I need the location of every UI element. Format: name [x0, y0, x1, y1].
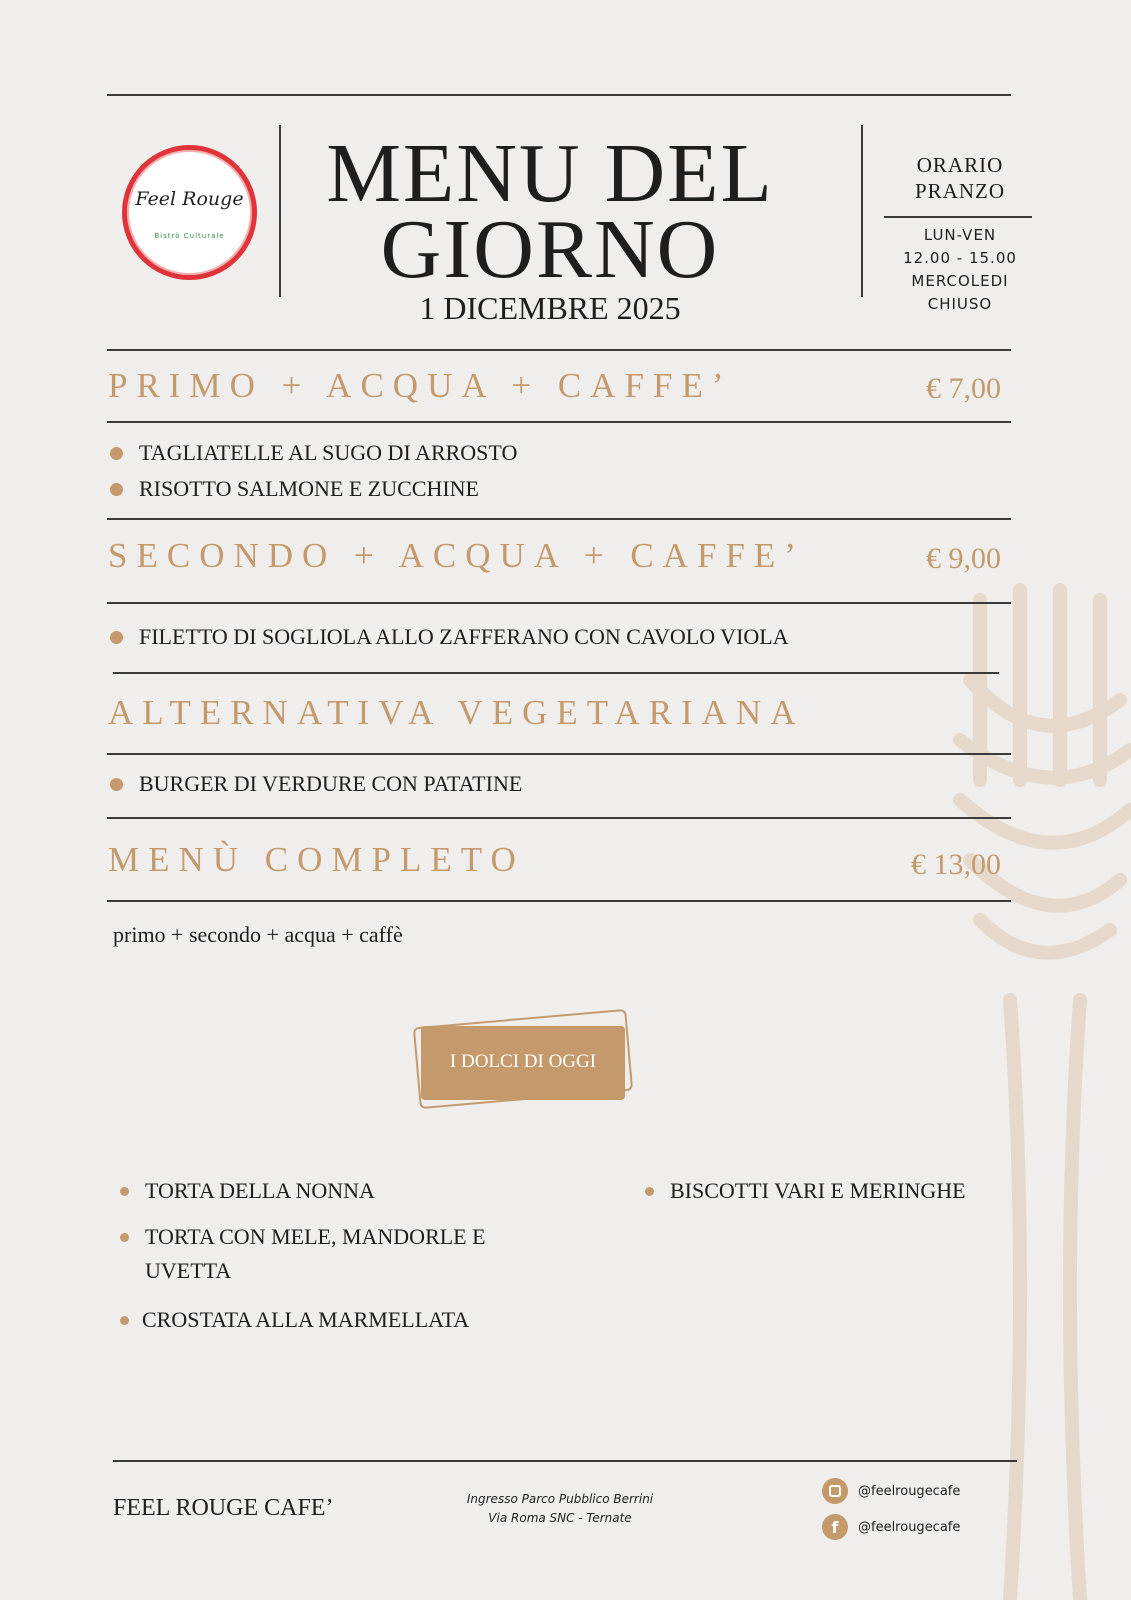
bullet-icon [120, 1233, 129, 1242]
hours-closed: CHIUSO [927, 295, 993, 313]
fork-watermark [880, 580, 1131, 1600]
price-primo: € 7,00 [926, 372, 1001, 405]
bullet-icon [120, 1316, 129, 1325]
hours-days: LUN-VEN [923, 226, 997, 244]
facebook-icon: f [822, 1514, 848, 1540]
menu-date: 1 DICEMBRE 2025 [419, 290, 681, 326]
section-title-secondo: SECONDO + ACQUA + CAFFE’ [108, 536, 805, 575]
item-text: BISCOTTI VARI E MERINGHE [670, 1178, 966, 1203]
footer-address [440, 1490, 680, 1528]
dessert-item [645, 1178, 966, 1204]
item-text: TORTA DELLA NONNA [145, 1178, 375, 1203]
section-title-completo: MENÙ COMPLETO [108, 840, 525, 879]
list-item [110, 624, 789, 650]
instagram-link[interactable] [822, 1478, 960, 1504]
price-secondo: € 9,00 [926, 542, 1001, 575]
item-text: TORTA CON MELE, MANDORLE E UVETTA [145, 1224, 486, 1283]
item-text: BURGER DI VERDURE CON PATATINE [139, 771, 523, 796]
instagram-handle: @feelrougecafe [858, 1483, 961, 1499]
list-item [110, 440, 517, 466]
logo-tagline: Bistrò Culturale [154, 232, 225, 240]
hours-details [885, 224, 1035, 316]
page-title [280, 127, 820, 296]
section-title-vegetariana: ALTERNATIVA VEGETARIANA [108, 693, 805, 732]
completo-note: primo + secondo + acqua + caffè [113, 922, 403, 947]
address-line-1: Ingresso Parco Pubblico Berrini [466, 1492, 654, 1506]
logo [122, 145, 257, 280]
badge-label: I DOLCI DI OGGI [449, 1051, 597, 1072]
bullet-icon [110, 778, 123, 791]
footer-name: FEEL ROUGE CAFE’ [113, 1495, 334, 1521]
bullet-icon [120, 1187, 129, 1196]
item-text: RISOTTO SALMONE E ZUCCHINE [139, 476, 479, 501]
logo-script: Feel Rouge [135, 188, 244, 210]
item-text: TAGLIATELLE AL SUGO DI ARROSTO [139, 440, 518, 465]
list-item [110, 476, 479, 502]
list-item [110, 771, 522, 797]
section-title-primo: PRIMO + ACQUA + CAFFE’ [108, 366, 733, 405]
dessert-item [120, 1307, 469, 1333]
dessert-item [120, 1178, 375, 1204]
hours-heading [885, 152, 1035, 204]
title-line-2: GIORNO [380, 203, 720, 296]
instagram-icon [822, 1478, 848, 1504]
title-line-1: MENU DEL [326, 127, 774, 220]
hours-heading-2: PRANZO [914, 179, 1005, 203]
bullet-icon [645, 1187, 654, 1196]
facebook-handle: @feelrougecafe [858, 1519, 961, 1535]
dessert-item [120, 1220, 560, 1288]
price-completo: € 13,00 [911, 848, 1001, 881]
item-text: CROSTATA ALLA MARMELLATA [142, 1307, 470, 1332]
bullet-icon [110, 447, 123, 460]
item-text: FILETTO DI SOGLIOLA ALLO ZAFFERANO CON CAVOLO VIOLA [139, 624, 789, 649]
hours-closed-day: MERCOLEDI [911, 272, 1009, 290]
bullet-icon [110, 631, 123, 644]
bullet-icon [110, 483, 123, 496]
hours-time: 12.00 - 15.00 [903, 249, 1017, 267]
address-line-2: Via Roma SNC - Ternate [488, 1511, 632, 1525]
hours-heading-1: ORARIO [916, 153, 1004, 177]
facebook-link[interactable] [822, 1514, 960, 1540]
